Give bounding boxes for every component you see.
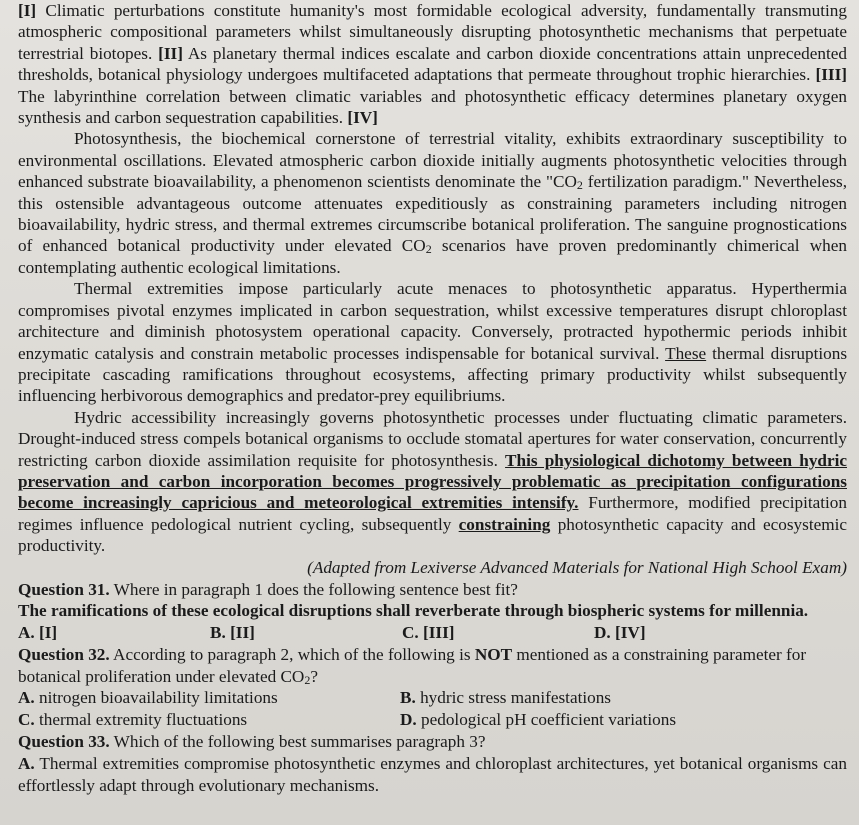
question-32-option-a[interactable] bbox=[18, 687, 400, 709]
paragraph-4 bbox=[18, 407, 847, 557]
paragraph-1-text-c: The labyrinthine correlation between climatic variables and photosynthetic efficacy determines planetary oxygen synthesis and carbon sequestration capabilities. bbox=[18, 86, 847, 128]
question-32-label: Question 32. bbox=[18, 645, 110, 665]
option-text: [III] bbox=[418, 623, 455, 643]
option-letter: C. bbox=[402, 623, 419, 643]
paragraph-2-text-c: scenarios have proven predominantly chimerical when contemplating authentic ecological limitations. bbox=[18, 236, 847, 277]
question-32-options bbox=[18, 687, 847, 731]
question-32-option-b[interactable] bbox=[400, 687, 847, 709]
position-marker-4: [IV] bbox=[347, 108, 378, 128]
option-letter: A. bbox=[18, 688, 35, 708]
question-32-text-c: ? bbox=[310, 666, 318, 686]
underlined-sentence: This physiological dichotomy between hydric preservation and carbon incorporation becomes progressively problematic as precipitation configurations become increasingly capricious and meteorological extremities intensify. bbox=[18, 450, 847, 513]
option-text: pedological pH coefficient variations bbox=[416, 710, 677, 730]
question-31-label: Question 31. bbox=[18, 579, 110, 599]
option-text: nitrogen bioavailability limitations bbox=[34, 688, 278, 708]
option-text: hydric stress manifestations bbox=[415, 688, 611, 708]
question-31-options bbox=[18, 622, 847, 644]
question-33-stem bbox=[18, 731, 847, 753]
option-text: [II] bbox=[225, 623, 255, 643]
question-32-stem bbox=[18, 644, 847, 687]
question-32-option-c[interactable] bbox=[18, 709, 400, 731]
paragraph-4-text-c: photosynthetic capacity and ecosystemic productivity. bbox=[18, 514, 847, 556]
question-32-text-a: According to paragraph 2, which of the following is bbox=[109, 645, 475, 665]
position-marker-1: [I] bbox=[18, 1, 37, 20]
source-citation: (Adapted from Lexiverse Advanced Materials for National High School Exam) bbox=[307, 557, 847, 577]
question-31-text: Where in paragraph 1 does the following sentence best fit? bbox=[109, 579, 518, 599]
paragraph-1-text-b: As planetary thermal indices escalate and carbon dioxide concentrations attain unprecedented thresholds, botanical physiology undergoes multifaceted adaptations that permeate throughout trophic hierarchies. bbox=[18, 43, 847, 85]
co2-subscript-2: 2 bbox=[425, 242, 432, 257]
option-text: [I] bbox=[34, 623, 58, 643]
paragraph-3-text-b: thermal disruptions precipitate cascading ramifications throughout ecosystems, affecting primary productivity whilst subsequently influencing herbivorous demographics and predator-prey equilibriums. bbox=[18, 343, 848, 406]
option-letter: D. bbox=[400, 710, 417, 730]
reading-passage bbox=[18, 0, 847, 557]
option-text: Thermal extremities compromise photosynthetic enzymes and chloroplast architectures, yet botanical organisms can effortlessly adapt through evolutionary mechanisms. bbox=[18, 753, 847, 795]
paragraph-1-text-a: Climatic perturbations constitute humanity's most formidable ecological adversity, fundamentally transmuting atmospheric compositional parameters whilst simultaneously disrupting photosynthetic mechanisms that perpetuate terrestrial biotopes. bbox=[18, 1, 847, 63]
question-33-label: Question 33. bbox=[18, 732, 110, 752]
question-31-option-a[interactable] bbox=[18, 622, 210, 644]
paragraph-1 bbox=[18, 0, 847, 128]
question-31-option-d[interactable] bbox=[594, 622, 847, 644]
option-letter: A. bbox=[18, 623, 35, 643]
question-32-not: NOT bbox=[474, 645, 513, 665]
option-letter: A. bbox=[18, 753, 35, 773]
paragraph-2-text-a: Photosynthesis, the biochemical cornerstone of terrestrial vitality, exhibits extraordinary susceptibility to environmental oscillations. Elevated atmospheric carbon dioxide initially augments photosynthetic velocities through enhanced substrate bioavailability, a phenomenon scientists denominate the "CO bbox=[18, 129, 847, 192]
option-text: thermal extremity fluctuations bbox=[34, 710, 248, 730]
question-33-option-a[interactable] bbox=[18, 753, 847, 796]
option-letter: C. bbox=[18, 710, 35, 730]
option-letter: D. bbox=[594, 623, 611, 643]
co2-subscript-1: 2 bbox=[576, 178, 583, 193]
question-31-option-c[interactable] bbox=[402, 622, 594, 644]
underlined-word-these: These bbox=[665, 343, 707, 363]
position-marker-3: [III] bbox=[815, 65, 847, 85]
option-letter: B. bbox=[210, 623, 226, 643]
question-31-stem bbox=[18, 579, 847, 601]
paragraph-3 bbox=[18, 278, 847, 406]
paragraph-4-text-b: Furthermore, modified precipitation regimes influence pedological nutrient cycling, subsequently bbox=[18, 493, 847, 534]
question-33-text: Which of the following best summarises paragraph 3? bbox=[109, 732, 486, 752]
position-marker-2: [II] bbox=[158, 43, 183, 63]
paragraph-2-text-b: fertilization paradigm." Nevertheless, this ostensible advantageous outcome attenuates expeditiously as constraining parameters including nitrogen bioavailability, hydric stress, and thermal extremes circumscribe botanical proliferation. The sanguine prognostications of enhanced botanical productivity under elevated CO bbox=[18, 172, 847, 256]
underlined-word-constraining: constraining bbox=[458, 514, 551, 534]
option-text: [IV] bbox=[610, 623, 646, 643]
question-32-option-d[interactable] bbox=[400, 709, 847, 731]
question-32-text-b: mentioned as a constraining parameter for botanical proliferation under elevated CO bbox=[18, 645, 807, 686]
question-31-sentence: The ramifications of these ecological disruptions shall reverberate through biospheric systems for millennia. bbox=[18, 601, 809, 621]
paragraph-3-text-a: Thermal extremities impose particularly acute menaces to photosynthetic apparatus. Hyperthermia compromises pivotal enzymes implicated in carbon sequestration, whilst excessive temperatures disrupt chloroplast architecture and diminish photosystem operational capacity. Conversely, protracted hypothermic periods inhibit enzymatic catalysis and constrain metabolic processes indispensable for botanical survival. bbox=[18, 279, 847, 363]
paragraph-2 bbox=[18, 128, 847, 278]
question-31-option-b[interactable] bbox=[210, 622, 402, 644]
option-letter: B. bbox=[400, 688, 416, 708]
co2-subscript-3: 2 bbox=[304, 672, 311, 687]
paragraph-4-text-a: Hydric accessibility increasingly governs photosynthetic processes under fluctuating climatic parameters. Drought-induced stress compels botanical organisms to occlude stomatal apertures for water conservation, concurrently restricting carbon dioxide assimilation requisite for photosynthesis. bbox=[18, 407, 847, 470]
